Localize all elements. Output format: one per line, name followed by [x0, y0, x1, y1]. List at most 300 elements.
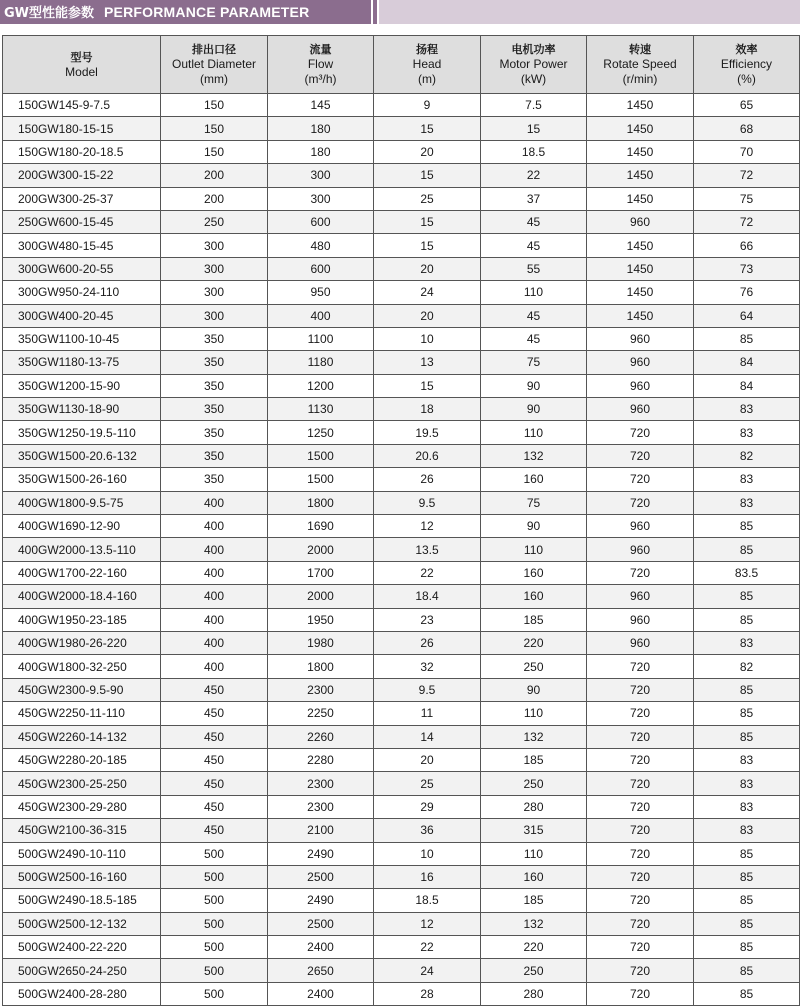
cell-motor-power: 90 [481, 515, 587, 538]
cell-head: 24 [374, 959, 481, 982]
cell-flow: 1130 [268, 398, 374, 421]
table-row [3, 702, 800, 725]
cell-efficiency: 85 [694, 842, 800, 865]
cell-outlet-diameter: 500 [161, 889, 268, 912]
cell-rotate-speed: 960 [587, 585, 694, 608]
cell-rotate-speed: 1450 [587, 187, 694, 210]
cell-rotate-speed: 960 [587, 351, 694, 374]
cell-rotate-speed: 720 [587, 959, 694, 982]
cell-rotate-speed: 960 [587, 515, 694, 538]
cell-flow: 1800 [268, 491, 374, 514]
cell-efficiency: 85 [694, 702, 800, 725]
cell-outlet-diameter: 150 [161, 94, 268, 117]
cell-motor-power: 280 [481, 795, 587, 818]
cell-rotate-speed: 720 [587, 842, 694, 865]
cell-flow: 400 [268, 304, 374, 327]
table-body [3, 94, 800, 1006]
cell-motor-power: 45 [481, 210, 587, 233]
cell-head: 15 [374, 117, 481, 140]
cell-model: 400GW1800-32-250 [3, 655, 161, 678]
cell-flow: 1500 [268, 444, 374, 467]
cell-head: 24 [374, 281, 481, 304]
cell-rotate-speed: 720 [587, 819, 694, 842]
table-row [3, 819, 800, 842]
cell-efficiency: 84 [694, 351, 800, 374]
section-title [0, 0, 371, 24]
cell-flow: 1700 [268, 561, 374, 584]
cell-outlet-diameter: 400 [161, 655, 268, 678]
header-efficiency-cn: 效率 [735, 43, 758, 56]
cell-motor-power: 280 [481, 982, 587, 1005]
cell-efficiency: 85 [694, 327, 800, 350]
cell-efficiency: 85 [694, 585, 800, 608]
cell-flow: 2250 [268, 702, 374, 725]
table-row [3, 491, 800, 514]
cell-motor-power: 220 [481, 936, 587, 959]
cell-flow: 1980 [268, 631, 374, 654]
cell-head: 20 [374, 304, 481, 327]
cell-motor-power: 45 [481, 304, 587, 327]
cell-head: 20 [374, 140, 481, 163]
cell-outlet-diameter: 500 [161, 912, 268, 935]
cell-head: 20 [374, 748, 481, 771]
cell-head: 11 [374, 702, 481, 725]
cell-efficiency: 64 [694, 304, 800, 327]
cell-rotate-speed: 720 [587, 702, 694, 725]
cell-head: 23 [374, 608, 481, 631]
cell-flow: 600 [268, 257, 374, 280]
table-row [3, 678, 800, 701]
header-motor-power-en: Motor Power [499, 57, 568, 71]
cell-rotate-speed: 720 [587, 795, 694, 818]
cell-flow: 1800 [268, 655, 374, 678]
cell-rotate-speed: 960 [587, 608, 694, 631]
cell-flow: 480 [268, 234, 374, 257]
cell-rotate-speed: 720 [587, 912, 694, 935]
cell-head: 10 [374, 327, 481, 350]
table-row [3, 936, 800, 959]
cell-flow: 1690 [268, 515, 374, 538]
cell-motor-power: 110 [481, 281, 587, 304]
cell-outlet-diameter: 300 [161, 257, 268, 280]
header-flow [268, 36, 374, 94]
cell-motor-power: 90 [481, 398, 587, 421]
cell-efficiency: 85 [694, 678, 800, 701]
cell-flow: 2400 [268, 982, 374, 1005]
table-row [3, 795, 800, 818]
cell-head: 15 [374, 210, 481, 233]
cell-efficiency: 83 [694, 421, 800, 444]
cell-efficiency: 73 [694, 257, 800, 280]
header-flow-en: Flow [307, 57, 334, 71]
header-head-en: Head [412, 57, 442, 71]
table-row [3, 748, 800, 771]
cell-head: 15 [374, 164, 481, 187]
cell-head: 10 [374, 842, 481, 865]
cell-motor-power: 90 [481, 374, 587, 397]
cell-efficiency: 68 [694, 117, 800, 140]
cell-head: 18 [374, 398, 481, 421]
cell-efficiency: 66 [694, 234, 800, 257]
cell-efficiency: 85 [694, 608, 800, 631]
cell-rotate-speed: 720 [587, 468, 694, 491]
cell-efficiency: 85 [694, 889, 800, 912]
cell-motor-power: 15 [481, 117, 587, 140]
table-row [3, 982, 800, 1005]
cell-efficiency: 83 [694, 819, 800, 842]
cell-efficiency: 83 [694, 631, 800, 654]
cell-rotate-speed: 1450 [587, 117, 694, 140]
title-separator [373, 0, 377, 24]
cell-model: 350GW1130-18-90 [3, 398, 161, 421]
cell-motor-power: 132 [481, 912, 587, 935]
cell-efficiency: 85 [694, 865, 800, 888]
cell-model: 300GW480-15-45 [3, 234, 161, 257]
header-rotate-speed-unit: (r/min) [622, 72, 658, 86]
table-row [3, 842, 800, 865]
cell-model: 500GW2500-12-132 [3, 912, 161, 935]
cell-model: 300GW950-24-110 [3, 281, 161, 304]
cell-flow: 300 [268, 164, 374, 187]
cell-flow: 2000 [268, 585, 374, 608]
cell-flow: 2490 [268, 842, 374, 865]
cell-flow: 2490 [268, 889, 374, 912]
cell-rotate-speed: 960 [587, 327, 694, 350]
cell-motor-power: 18.5 [481, 140, 587, 163]
table-row [3, 444, 800, 467]
table-row [3, 257, 800, 280]
table-row [3, 889, 800, 912]
cell-outlet-diameter: 200 [161, 187, 268, 210]
cell-rotate-speed: 720 [587, 444, 694, 467]
cell-rotate-speed: 720 [587, 748, 694, 771]
cell-motor-power: 160 [481, 468, 587, 491]
table-row [3, 327, 800, 350]
cell-head: 15 [374, 234, 481, 257]
cell-model: 450GW2300-29-280 [3, 795, 161, 818]
header-motor-power-cn: 电机功率 [511, 43, 556, 56]
cell-motor-power: 185 [481, 608, 587, 631]
cell-model: 150GW145-9-7.5 [3, 94, 161, 117]
table-row [3, 140, 800, 163]
cell-rotate-speed: 720 [587, 678, 694, 701]
table-row [3, 912, 800, 935]
cell-rotate-speed: 720 [587, 655, 694, 678]
cell-outlet-diameter: 500 [161, 865, 268, 888]
cell-model: 500GW2400-22-220 [3, 936, 161, 959]
cell-flow: 1100 [268, 327, 374, 350]
cell-efficiency: 83 [694, 748, 800, 771]
cell-model: 400GW1690-12-90 [3, 515, 161, 538]
cell-head: 25 [374, 187, 481, 210]
cell-model: 250GW600-15-45 [3, 210, 161, 233]
cell-flow: 2650 [268, 959, 374, 982]
cell-rotate-speed: 720 [587, 491, 694, 514]
header-rotate-speed [587, 36, 694, 94]
cell-head: 20.6 [374, 444, 481, 467]
cell-outlet-diameter: 250 [161, 210, 268, 233]
cell-model: 400GW2000-18.4-160 [3, 585, 161, 608]
cell-model: 350GW1180-13-75 [3, 351, 161, 374]
cell-flow: 2300 [268, 795, 374, 818]
cell-model: 400GW1800-9.5-75 [3, 491, 161, 514]
cell-efficiency: 76 [694, 281, 800, 304]
cell-outlet-diameter: 450 [161, 795, 268, 818]
cell-motor-power: 250 [481, 959, 587, 982]
cell-rotate-speed: 960 [587, 398, 694, 421]
cell-motor-power: 45 [481, 327, 587, 350]
cell-head: 18.4 [374, 585, 481, 608]
cell-model: 200GW300-15-22 [3, 164, 161, 187]
section-title-en: PERFORMANCE PARAMETER [104, 4, 310, 20]
cell-flow: 2100 [268, 819, 374, 842]
header-outlet-diameter-en: Outlet Diameter [171, 57, 257, 71]
cell-motor-power: 110 [481, 702, 587, 725]
cell-motor-power: 75 [481, 491, 587, 514]
table-row [3, 351, 800, 374]
table-row [3, 374, 800, 397]
table-row [3, 304, 800, 327]
cell-flow: 180 [268, 117, 374, 140]
cell-outlet-diameter: 400 [161, 631, 268, 654]
cell-model: 500GW2500-16-160 [3, 865, 161, 888]
cell-outlet-diameter: 450 [161, 702, 268, 725]
cell-rotate-speed: 1450 [587, 164, 694, 187]
table-row [3, 561, 800, 584]
cell-outlet-diameter: 400 [161, 538, 268, 561]
table-row [3, 585, 800, 608]
cell-efficiency: 83 [694, 468, 800, 491]
cell-model: 400GW1700-22-160 [3, 561, 161, 584]
cell-head: 19.5 [374, 421, 481, 444]
cell-outlet-diameter: 300 [161, 304, 268, 327]
cell-head: 26 [374, 631, 481, 654]
cell-head: 20 [374, 257, 481, 280]
cell-model: 150GW180-15-15 [3, 117, 161, 140]
cell-model: 450GW2260-14-132 [3, 725, 161, 748]
table-row [3, 117, 800, 140]
header-efficiency [694, 36, 800, 94]
cell-outlet-diameter: 500 [161, 959, 268, 982]
table-row [3, 281, 800, 304]
cell-model: 200GW300-25-37 [3, 187, 161, 210]
header-model-en: Model [65, 64, 98, 79]
header-head-unit: (m) [418, 72, 436, 86]
cell-head: 32 [374, 655, 481, 678]
header-head-cn: 扬程 [416, 43, 438, 56]
cell-outlet-diameter: 150 [161, 140, 268, 163]
cell-motor-power: 160 [481, 585, 587, 608]
cell-head: 28 [374, 982, 481, 1005]
cell-efficiency: 83.5 [694, 561, 800, 584]
table-header-row [3, 36, 800, 94]
cell-rotate-speed: 720 [587, 889, 694, 912]
table-row [3, 234, 800, 257]
cell-rotate-speed: 720 [587, 865, 694, 888]
cell-head: 25 [374, 772, 481, 795]
cell-model: 500GW2490-18.5-185 [3, 889, 161, 912]
cell-model: 350GW1500-20.6-132 [3, 444, 161, 467]
cell-outlet-diameter: 350 [161, 468, 268, 491]
cell-model: 300GW400-20-45 [3, 304, 161, 327]
cell-rotate-speed: 1450 [587, 304, 694, 327]
cell-motor-power: 110 [481, 842, 587, 865]
cell-outlet-diameter: 500 [161, 936, 268, 959]
cell-rotate-speed: 1450 [587, 94, 694, 117]
cell-flow: 1250 [268, 421, 374, 444]
cell-outlet-diameter: 350 [161, 374, 268, 397]
cell-efficiency: 85 [694, 725, 800, 748]
cell-outlet-diameter: 450 [161, 748, 268, 771]
cell-efficiency: 85 [694, 912, 800, 935]
cell-outlet-diameter: 450 [161, 819, 268, 842]
cell-motor-power: 185 [481, 889, 587, 912]
cell-rotate-speed: 720 [587, 421, 694, 444]
cell-efficiency: 75 [694, 187, 800, 210]
cell-efficiency: 85 [694, 515, 800, 538]
cell-efficiency: 82 [694, 444, 800, 467]
header-flow-cn: 流量 [309, 43, 332, 56]
header-outlet-diameter-cn: 排出口径 [192, 43, 236, 56]
table-row [3, 210, 800, 233]
cell-flow: 2500 [268, 912, 374, 935]
cell-motor-power: 250 [481, 655, 587, 678]
cell-motor-power: 250 [481, 772, 587, 795]
cell-outlet-diameter: 150 [161, 117, 268, 140]
cell-motor-power: 75 [481, 351, 587, 374]
cell-flow: 2500 [268, 865, 374, 888]
header-rotate-speed-en: Rotate Speed [603, 57, 677, 71]
cell-model: 350GW1100-10-45 [3, 327, 161, 350]
cell-flow: 2300 [268, 678, 374, 701]
header-rotate-speed-cn: 转速 [629, 43, 651, 56]
cell-rotate-speed: 720 [587, 725, 694, 748]
cell-head: 9.5 [374, 678, 481, 701]
cell-rotate-speed: 1450 [587, 234, 694, 257]
cell-model: 450GW2280-20-185 [3, 748, 161, 771]
table-row [3, 608, 800, 631]
cell-head: 12 [374, 515, 481, 538]
cell-head: 16 [374, 865, 481, 888]
cell-rotate-speed: 1450 [587, 257, 694, 280]
cell-motor-power: 132 [481, 725, 587, 748]
cell-outlet-diameter: 350 [161, 398, 268, 421]
cell-efficiency: 72 [694, 210, 800, 233]
cell-rotate-speed: 960 [587, 210, 694, 233]
cell-model: 400GW2000-13.5-110 [3, 538, 161, 561]
cell-outlet-diameter: 400 [161, 561, 268, 584]
cell-model: 400GW1950-23-185 [3, 608, 161, 631]
cell-motor-power: 315 [481, 819, 587, 842]
cell-rotate-speed: 1450 [587, 281, 694, 304]
cell-model: 350GW1500-26-160 [3, 468, 161, 491]
cell-efficiency: 85 [694, 936, 800, 959]
cell-rotate-speed: 960 [587, 538, 694, 561]
cell-efficiency: 84 [694, 374, 800, 397]
cell-model: 500GW2650-24-250 [3, 959, 161, 982]
cell-motor-power: 45 [481, 234, 587, 257]
cell-model: 450GW2300-9.5-90 [3, 678, 161, 701]
cell-flow: 1500 [268, 468, 374, 491]
cell-motor-power: 90 [481, 678, 587, 701]
cell-flow: 1950 [268, 608, 374, 631]
cell-rotate-speed: 960 [587, 631, 694, 654]
cell-rotate-speed: 720 [587, 982, 694, 1005]
cell-model: 500GW2490-10-110 [3, 842, 161, 865]
table-row [3, 538, 800, 561]
cell-head: 12 [374, 912, 481, 935]
cell-head: 29 [374, 795, 481, 818]
table-row [3, 94, 800, 117]
table-row [3, 959, 800, 982]
cell-motor-power: 110 [481, 421, 587, 444]
cell-rotate-speed: 1450 [587, 140, 694, 163]
cell-flow: 600 [268, 210, 374, 233]
cell-motor-power: 220 [481, 631, 587, 654]
cell-motor-power: 22 [481, 164, 587, 187]
table-row [3, 187, 800, 210]
header-motor-power [481, 36, 587, 94]
table-row [3, 865, 800, 888]
cell-rotate-speed: 960 [587, 374, 694, 397]
cell-efficiency: 82 [694, 655, 800, 678]
cell-outlet-diameter: 450 [161, 772, 268, 795]
cell-head: 9 [374, 94, 481, 117]
table-row [3, 631, 800, 654]
cell-efficiency: 83 [694, 772, 800, 795]
cell-flow: 180 [268, 140, 374, 163]
header-model [3, 36, 161, 94]
cell-flow: 950 [268, 281, 374, 304]
cell-outlet-diameter: 350 [161, 421, 268, 444]
cell-efficiency: 70 [694, 140, 800, 163]
cell-model: 150GW180-20-18.5 [3, 140, 161, 163]
cell-motor-power: 132 [481, 444, 587, 467]
header-flow-unit: (m³/h) [304, 72, 337, 86]
cell-flow: 2280 [268, 748, 374, 771]
cell-flow: 2400 [268, 936, 374, 959]
title-band [379, 0, 800, 24]
header-outlet-diameter [161, 36, 268, 94]
header-efficiency-unit: (%) [737, 72, 756, 86]
cell-efficiency: 85 [694, 982, 800, 1005]
cell-rotate-speed: 720 [587, 561, 694, 584]
cell-head: 9.5 [374, 491, 481, 514]
cell-head: 22 [374, 936, 481, 959]
cell-rotate-speed: 720 [587, 936, 694, 959]
cell-outlet-diameter: 450 [161, 678, 268, 701]
cell-efficiency: 72 [694, 164, 800, 187]
cell-outlet-diameter: 400 [161, 515, 268, 538]
cell-head: 18.5 [374, 889, 481, 912]
cell-model: 300GW600-20-55 [3, 257, 161, 280]
table-row [3, 515, 800, 538]
cell-flow: 300 [268, 187, 374, 210]
cell-outlet-diameter: 400 [161, 491, 268, 514]
cell-rotate-speed: 720 [587, 772, 694, 795]
cell-outlet-diameter: 500 [161, 982, 268, 1005]
cell-outlet-diameter: 200 [161, 164, 268, 187]
cell-efficiency: 85 [694, 538, 800, 561]
cell-flow: 2260 [268, 725, 374, 748]
cell-motor-power: 37 [481, 187, 587, 210]
cell-outlet-diameter: 350 [161, 444, 268, 467]
cell-model: 500GW2400-28-280 [3, 982, 161, 1005]
title-bar [0, 0, 800, 24]
table-row [3, 421, 800, 444]
cell-outlet-diameter: 400 [161, 608, 268, 631]
cell-motor-power: 7.5 [481, 94, 587, 117]
